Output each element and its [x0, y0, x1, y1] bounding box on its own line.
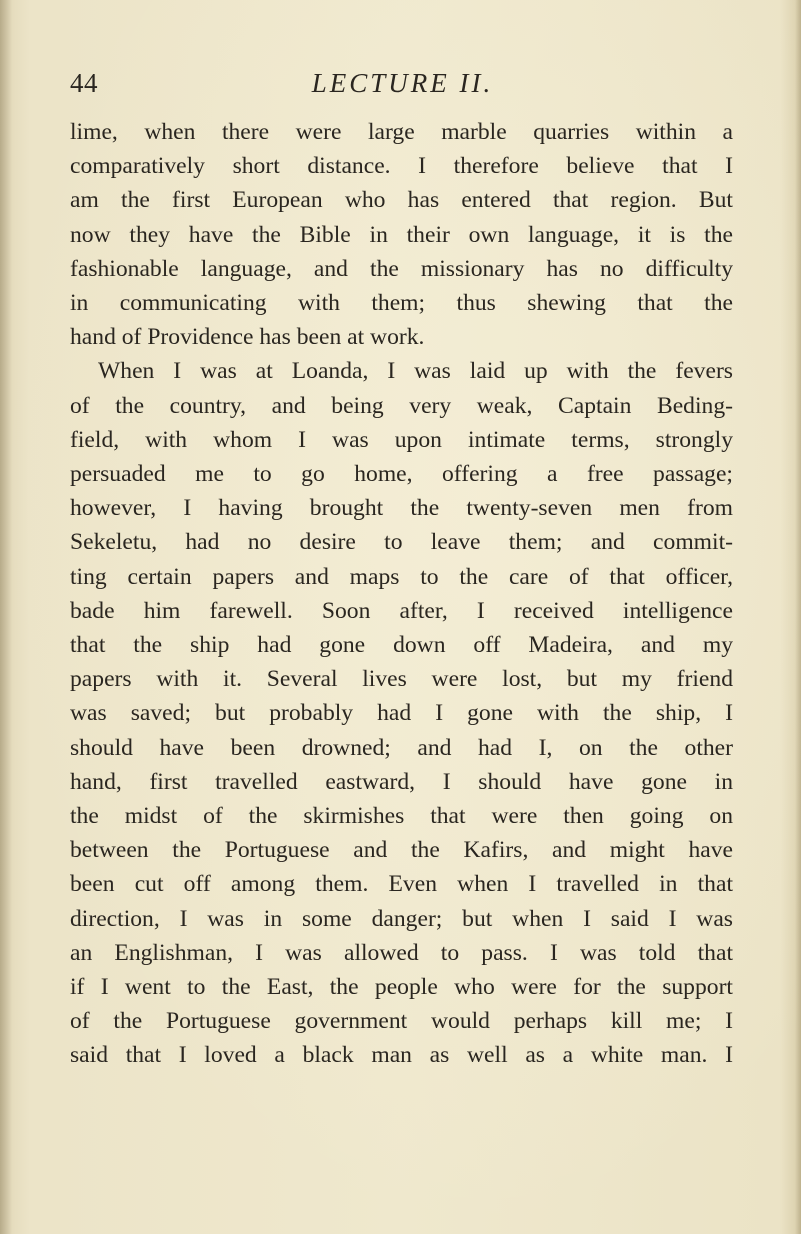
gutter-shadow: [0, 0, 12, 1234]
page-number: 44: [70, 68, 98, 98]
running-head: [70, 68, 735, 108]
text-line: was saved; but probably had I gone with the ship, I: [70, 700, 733, 727]
text-line: direction, I was in some danger; but when I said I was: [70, 905, 733, 932]
text-line: that the ship had gone down off Madeira, and my: [70, 632, 733, 659]
text-line: the midst of the skirmishes that were then going on: [70, 803, 733, 830]
text-line: if I went to the East, the people who were for the support: [70, 974, 733, 1001]
text-line: hand, first travelled eastward, I should have gone in: [70, 768, 733, 795]
text-line: in communicating with them; thus shewing that the: [70, 290, 733, 317]
text-line: hand of Providence has been at work.: [70, 324, 425, 351]
text-line: Sekeletu, had no desire to leave them; and commit-: [70, 529, 733, 556]
text-line: persuaded me to go home, offering a free passage;: [70, 461, 733, 488]
paragraph-1: [70, 115, 733, 354]
text-line: of the Portuguese government would perhaps kill me; I: [70, 1008, 733, 1035]
text-line: however, I having brought the twenty-seven men from: [70, 495, 733, 522]
body-text: [70, 115, 733, 1073]
text-line: said that I loved a black man as well as a white man. I: [70, 1042, 733, 1069]
running-title: LECTURE II.: [311, 68, 494, 98]
text-line: an Englishman, I was allowed to pass. I was told that: [70, 939, 733, 966]
text-line: now they have the Bible in their own language, it is the: [70, 221, 733, 248]
text-line: When I was at Loanda, I was laid up with the fevers: [98, 358, 733, 385]
text-line: papers with it. Several lives were lost, but my friend: [70, 666, 733, 693]
text-line: ting certain papers and maps to the care of that officer,: [70, 563, 733, 590]
page-edge-shadow: [795, 0, 801, 1234]
text-line: am the first European who has entered that region. But: [70, 187, 733, 214]
text-line: of the country, and being very weak, Captain Beding-: [70, 392, 733, 419]
paragraph-2: [70, 354, 733, 1072]
text-line: lime, when there were large marble quarries within a: [70, 119, 733, 145]
text-line: between the Portuguese and the Kafirs, and might have: [70, 837, 733, 864]
text-line: been cut off among them. Even when I travelled in that: [70, 871, 733, 898]
text-line: should have been drowned; and had I, on the other: [70, 734, 733, 761]
text-line: field, with whom I was upon intimate terms, strongly: [70, 426, 733, 453]
text-line: fashionable language, and the missionary has no difficulty: [70, 255, 733, 282]
text-line: bade him farewell. Soon after, I received intelligence: [70, 597, 733, 624]
text-line: comparatively short distance. I therefore believe that I: [70, 153, 733, 180]
